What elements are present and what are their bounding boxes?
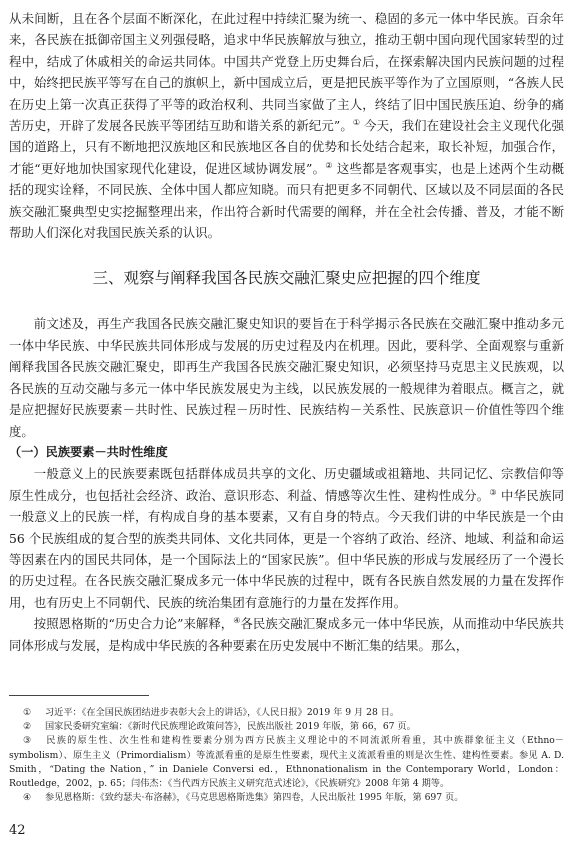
footnote-ref-3[interactable]: ③ (489, 487, 497, 497)
engels-paragraph: 按照恩格斯的“历史合力论”来解释，④各民族交融汇聚成多元一体中华民族，从而推动中华民族共同体形成与发展，是构成中华民族的各种要素在历史发展中不断汇集的结果。那么， (9, 616, 564, 653)
elements-paragraph: 一般意义上的民族要素既包括群体成员共享的文化、历史疆域或祖籍地、共同记忆、宗教信仰等原生性成分，也包括社会经济、政治、意识形态、利益、情感等次生性、建构性成分。③ 中华民族同一般意义上的民族一样，有构成自身的基本要素，又有自身的特点。今天我们讲的中华民族是一个由 56 个民族组成的复合型的族类共同体、文化共同体，更是一个容纳了政治、经济、地域、利益和命运等因素在内的国民共同体，是一个国际法上的“国家民族”。但中华民族的形成与发展经历了一个漫长的历史过程。在各民族交融汇聚成多元一体中华民族的过程中，既有各民族自然发展的力量在发挥作用，也有历史上不同朝代、民族的统治集团有意施行的力量在发挥作用。 (9, 466, 564, 610)
section-heading: 三、观察与阐释我国各民族交融汇聚史应把握的四个维度 (92, 269, 481, 288)
footnote-2: ② 国家民委研究室编：《新时代民族理论政策问答》，民族出版社 2019 年版，第 66，67 页。 (23, 721, 416, 733)
footnote-ref-2[interactable]: ② (325, 160, 333, 170)
footnotes (9, 695, 564, 805)
intro-paragraph: 从未间断，且在各个层面不断深化，在此过程中持续汇聚为统一、稳固的多元一体中华民族。百余年来，各民族在抵御帝国主义列强侵略，追求中华民族解放与独立，推动王朝中国向现代国家转型的过程中，结成了休戚相关的命运共同体。中国共产党登上历史舞台后，在探索解决国内民族问题的过程中，始终把民族平等写在自己的旗帜上，新中国成立后，更是把民族平等作为了立国原则，“各族人民在历史上第一次真正获得了平等的政治权利、共同当家做了主人，终结了旧中国民族压迫、纷争的痛苦历史，开辟了发展各民族平等团结互助和谐关系的新纪元”。① 今天，我们在建设社会主义现代化强国的道路上，只有不断地把汉族地区和民族地区各自的优势和长处结合起来，取长补短，加强合作，才能“更好地加快国家现代化建设，促进区域协调发展”。② 这些都是客观事实，也是上述两个生动概括的现实诠释，不同民族、全体中国人都应知晓。而只有把更多不同朝代、区域以及不同层面的各民族交融汇聚典型史实挖掘整理出来，作出符合新时代需要的阐释，并在全社会传播、普及，才能不断帮助人们深化对我国民族关系的认识。 (9, 11, 564, 241)
footnote-divider (9, 695, 149, 696)
subsection-heading: （一）民族要素－共时性维度 (9, 444, 168, 459)
footnote-ref-1[interactable]: ① (352, 117, 361, 127)
page-number: 42 (9, 823, 26, 838)
footnote-4: ④ 参见恩格斯：《致约瑟夫·布洛赫》，《马克思恩格斯选集》第四卷，人民出版社 1995 年版，第 697 页。 (23, 792, 464, 804)
section-paragraph: 前文述及，再生产我国各民族交融汇聚史知识的要旨在于科学揭示各民族在交融汇聚中推动多元一体中华民族、中华民族共同体形成与发展的历史过程及内在机理。因此，要科学、全面观察与重新阐释我国各民族交融汇聚史，即再生产我国各民族交融汇聚史知识，必须坚持马克思主义民族观，以各民族的互动交融与多元一体中华民族发展史为主线，以民族发展的一般规律为着眼点。概言之，就是应把握好民族要素－共时性、民族过程－历时性、民族结构－关系性、民族意识－价值性等四个维度。 (9, 316, 564, 439)
footnote-1: ① 习近平：《在全国民族团结进步表彰大会上的讲话》，《人民日报》2019 年 9 月 28 日。 (23, 707, 400, 718)
footnote-ref-4[interactable]: ④ (233, 616, 241, 626)
body-text (9, 8, 564, 656)
footnote-3: ③ 民族的原生性、次生性和建构性要素分别为西方民族主义理论中的不同流派所看重，其中族群象征主义（Ethno－symbolism）、原生主义（Primordialism）等流派看重的是原生性要素，现代主义流派看重的则是次生性、建构性要素。参见 A. D. Smith，“Dating the Nation，” in Daniele Conversi ed.，Ethnonationalism in the Contemporary World，London：Routledge，2002，p. 65；闫伟杰：《当代西方民族主义研究范式述论》，《民族研究》2008 年第 4 期等。 (9, 735, 564, 790)
